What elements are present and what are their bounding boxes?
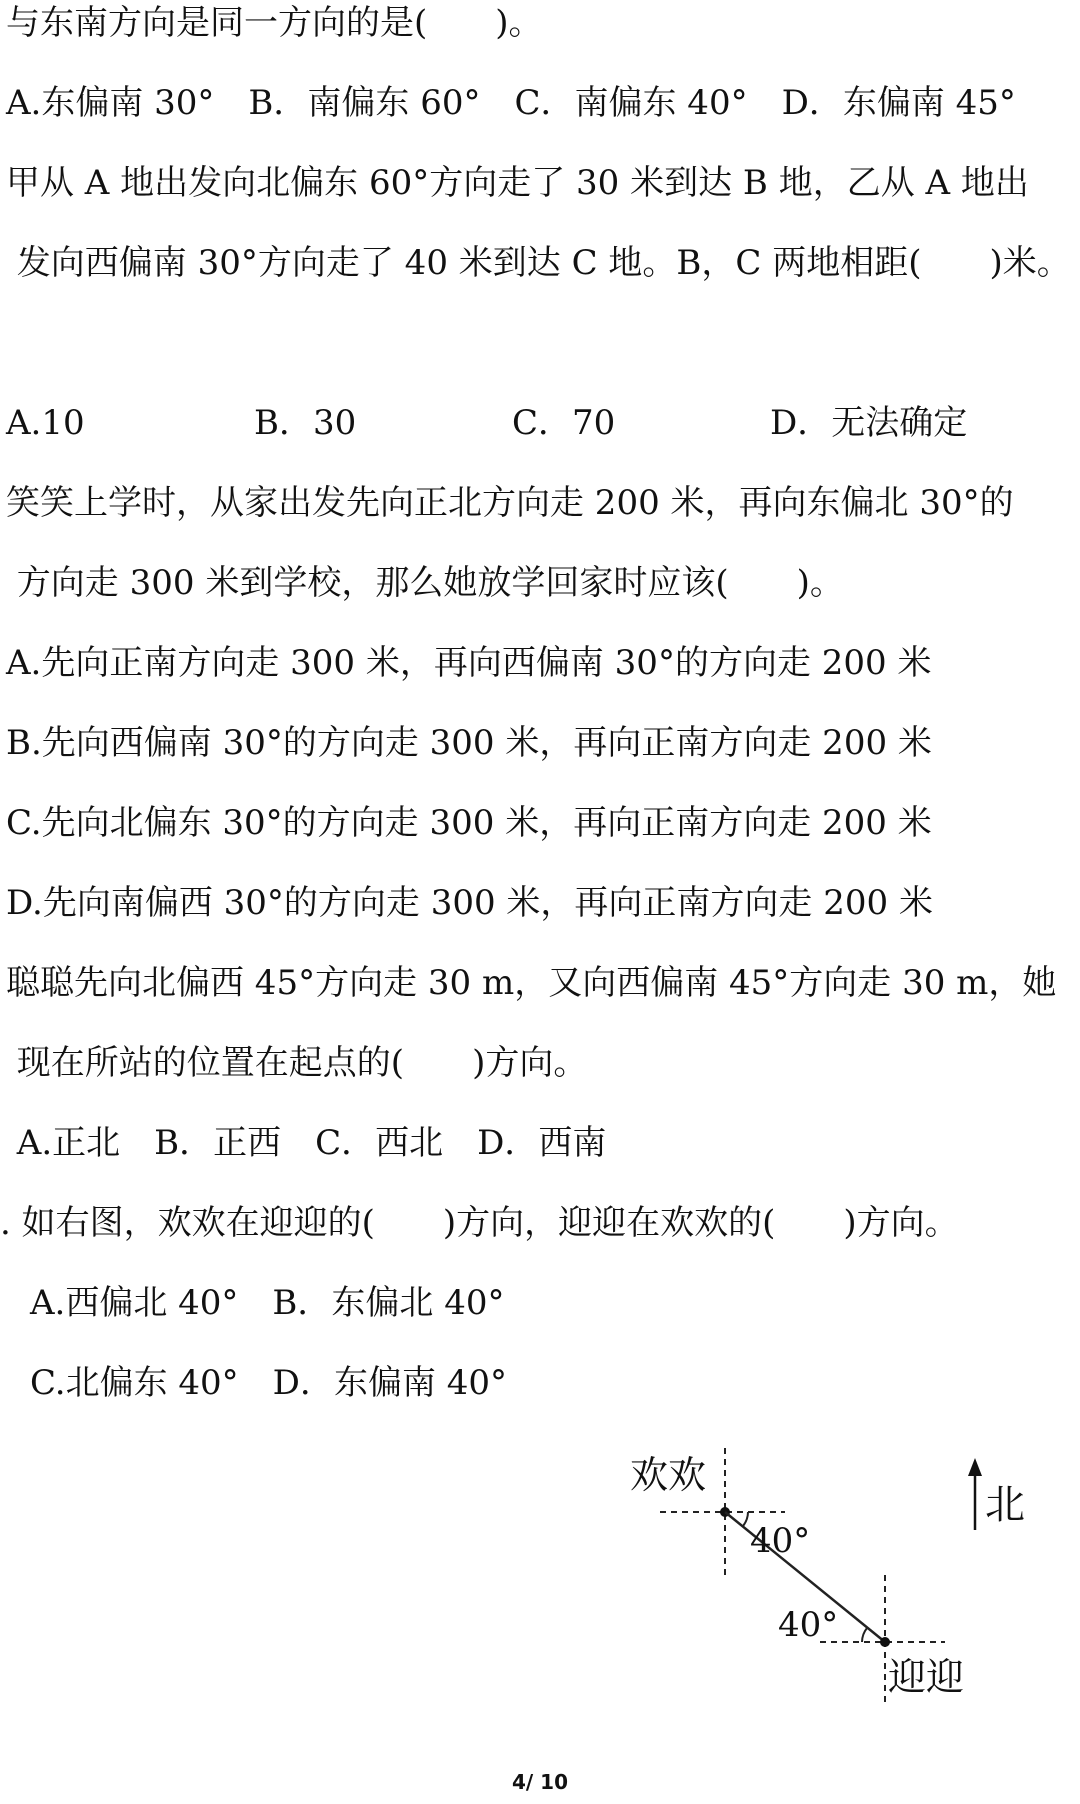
- north-label: 北: [985, 1482, 1025, 1528]
- q4-stem-line2: 现在所站的位置在起点的( )方向。: [6, 1043, 588, 1083]
- angle-arc-bottom: [862, 1628, 867, 1642]
- q4-stem-line1: 聪聪先向北偏西 45°方向走 30 m，又向西偏南 45°方向走 30 m，她: [6, 963, 1057, 1003]
- angle-label-bottom: 40°: [778, 1605, 839, 1645]
- angle-label-top: 40°: [750, 1521, 811, 1561]
- direction-figure: [600, 1440, 1025, 1740]
- q3-option-b: B.先向西偏南 30°的方向走 300 米，再向正南方向走 200 米: [6, 723, 932, 763]
- label-yingying: 迎迎: [888, 1655, 965, 1699]
- q3-option-c: C.先向北偏东 30°的方向走 300 米，再向正南方向走 200 米: [6, 803, 932, 843]
- q5-options-line1: A.西偏北 40° B．东偏北 40°: [30, 1283, 505, 1323]
- label-huanhuan: 欢欢: [630, 1453, 707, 1497]
- q5-stem: . 如右图，欢欢在迎迎的( )方向，迎迎在欢欢的( )方向。: [0, 1203, 959, 1243]
- q1-options: A.东偏南 30° B．南偏东 60° C．南偏东 40° D．东偏南 45°: [6, 83, 1016, 123]
- north-arrow-icon: [968, 1458, 982, 1476]
- q3-option-d: D.先向南偏西 30°的方向走 300 米，再向正南方向走 200 米: [6, 883, 933, 923]
- page-number: 4/ 10: [511, 1770, 568, 1794]
- q3-option-a: A.先向正南方向走 300 米，再向西偏南 30°的方向走 200 米: [6, 643, 932, 683]
- q2-stem-line1: 甲从 A 地出发向北偏东 60°方向走了 30 米到达 B 地，乙从 A 地出: [6, 163, 1029, 203]
- q2-option-d: D．无法确定: [770, 403, 968, 443]
- q1-stem: 与东南方向是同一方向的是( )。: [6, 3, 543, 43]
- q2-option-c: C．70: [512, 403, 616, 443]
- q2-option-a: A.10: [6, 403, 85, 443]
- q2-option-b: B．30: [254, 403, 357, 443]
- q3-stem-line2: 方向走 300 米到学校，那么她放学回家时应该( )。: [6, 563, 844, 603]
- angle-arc-top: [743, 1512, 748, 1526]
- q5-options-line2: C.北偏东 40° D．东偏南 40°: [30, 1363, 508, 1403]
- q4-options: A.正北 B．正西 C．西北 D．西南: [6, 1123, 607, 1163]
- yingying-point: [880, 1637, 890, 1647]
- q2-stem-line2: 发向西偏南 30°方向走了 40 米到达 C 地。B，C 两地相距( )米。: [6, 243, 1071, 283]
- q3-stem-line1: 笑笑上学时，从家出发先向正北方向走 200 米，再向东偏北 30°的: [6, 483, 1014, 523]
